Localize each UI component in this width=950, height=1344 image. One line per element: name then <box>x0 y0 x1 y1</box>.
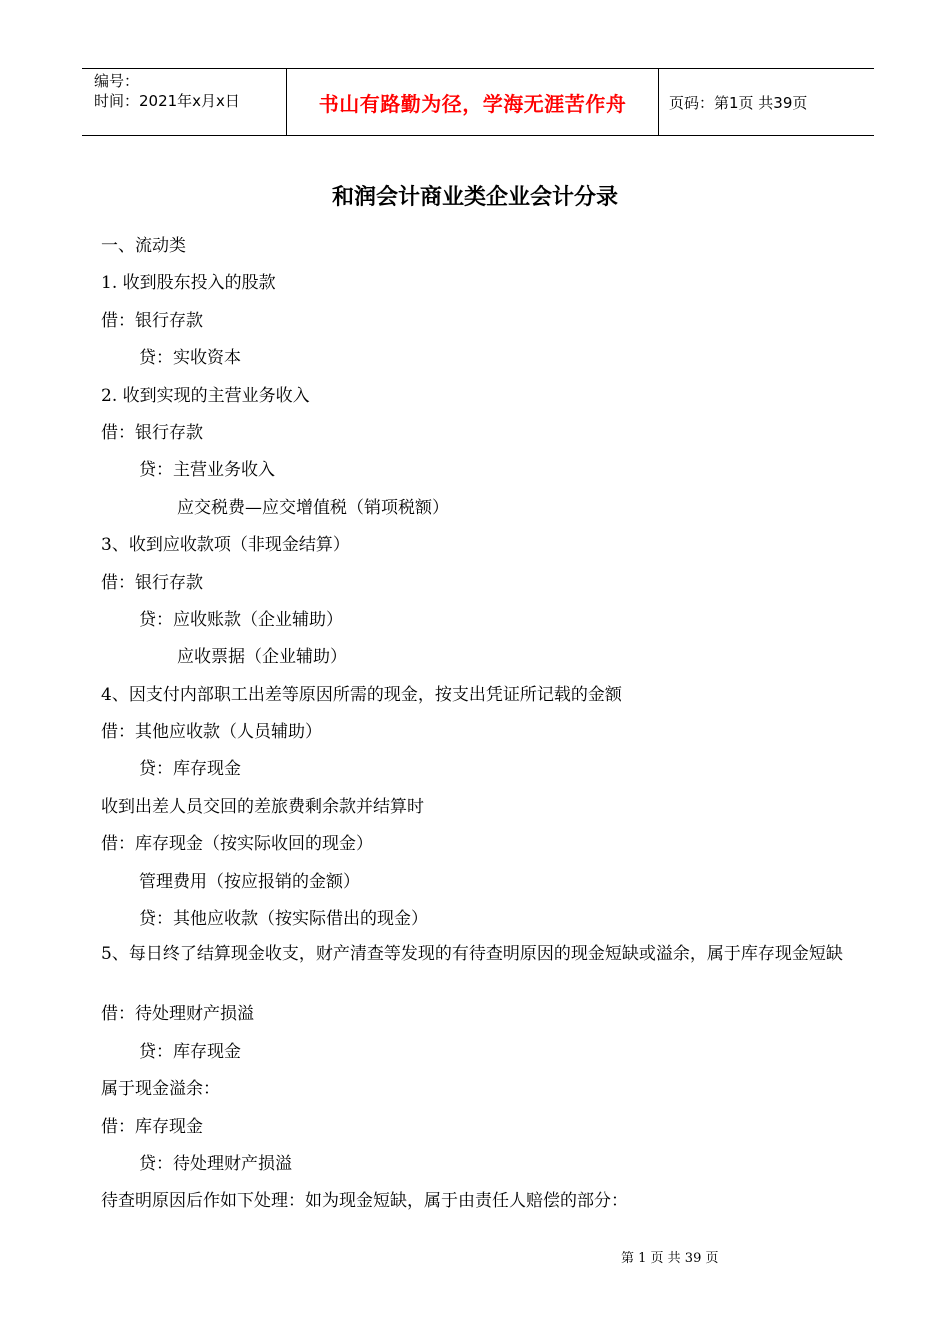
section-heading: 一、流动类 <box>101 236 186 256</box>
document-time: 时间：2021年x月x日 <box>94 92 240 110</box>
credit-line: 贷：待处理财产损溢 <box>139 1153 292 1174</box>
debit-line: 借：银行存款 <box>101 310 203 331</box>
debit-line: 借：银行存款 <box>101 572 203 593</box>
entry-heading: 1. 收到股东投入的股款 <box>101 273 276 294</box>
debit-line: 借：银行存款 <box>101 422 203 443</box>
credit-line: 贷：其他应收款（按实际借出的现金） <box>139 909 428 930</box>
entry-heading: 5、每日终了结算现金收支，财产清查等发现的有待查明原因的现金短缺或溢余，属于库存现金短缺 <box>101 944 843 965</box>
credit-line: 贷：实收资本 <box>139 348 241 369</box>
note-line: 待查明原因后作如下处理：如为现金短缺，属于由责任人赔偿的部分： <box>101 1191 628 1212</box>
credit-line: 贷：库存现金 <box>139 759 241 780</box>
note-line: 属于现金溢余： <box>101 1079 220 1100</box>
debit-line: 借：库存现金 <box>101 1116 203 1137</box>
document-title: 和润会计商业类企业会计分录 <box>331 185 618 210</box>
entry-heading: 3、收到应收款项（非现金结算） <box>101 535 350 556</box>
header-motto: 书山有路勤为径，学海无涯苦作舟 <box>286 69 659 135</box>
header-page-number: 页码：第1页 共39页 <box>669 93 808 112</box>
entry-heading: 2. 收到实现的主营业务收入 <box>101 385 310 406</box>
credit-line-continued: 应交税费—应交增值税（销项税额） <box>177 497 449 518</box>
debit-line: 借：其他应收款（人员辅助） <box>101 722 322 743</box>
debit-line: 借：库存现金（按实际收回的现金） <box>101 834 373 855</box>
page-header <box>82 68 874 136</box>
credit-line: 贷：主营业务收入 <box>139 460 275 481</box>
note-line: 收到出差人员交回的差旅费剩余款并结算时 <box>101 796 424 817</box>
entry-heading: 4、因支付内部职工出差等原因所需的现金，按支出凭证所记载的金额 <box>101 684 622 705</box>
document-body <box>101 232 871 1225</box>
page-footer: 第 1 页 共 39 页 <box>621 1251 719 1266</box>
debit-line-continued: 管理费用（按应报销的金额） <box>139 871 360 892</box>
credit-line-continued: 应收票据（企业辅助） <box>177 647 347 668</box>
header-left-cell <box>82 69 286 135</box>
credit-line: 贷：应收账款（企业辅助） <box>139 609 343 630</box>
credit-line: 贷：库存现金 <box>139 1041 241 1062</box>
document-number: 编号： <box>94 72 140 90</box>
debit-line: 借：待处理财产损溢 <box>101 1004 254 1025</box>
